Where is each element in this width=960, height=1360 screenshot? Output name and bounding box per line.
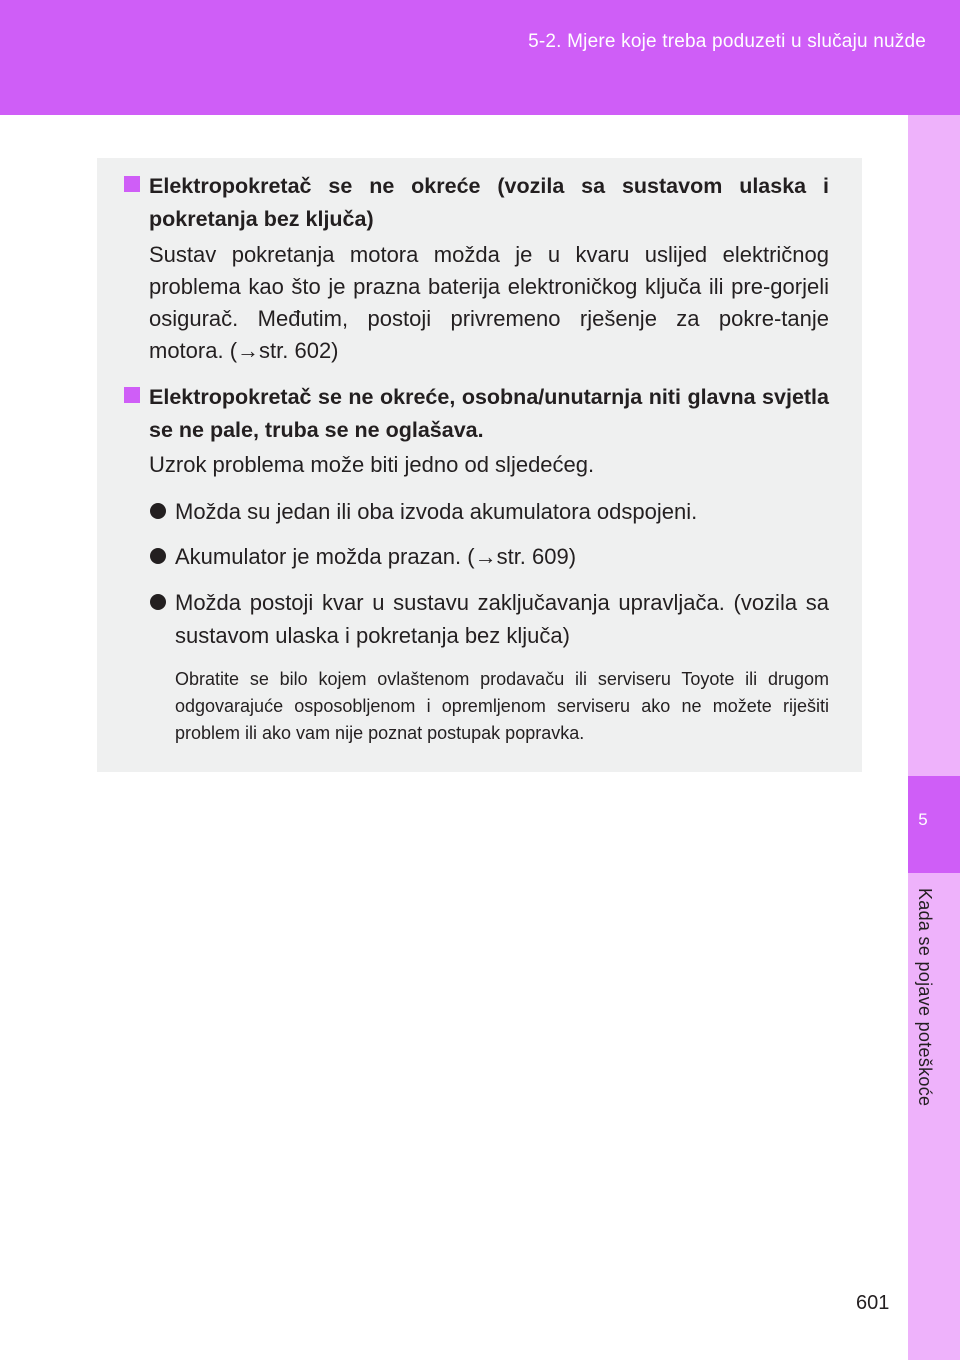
section-body: Sustav pokretanja motora možda je u kvaru uslijed električnog problema kao što je prazna baterija elektroničkog ključa ili pre-gorjeli osigurač. Međutim, postoji privremeno rješenje za pokre-tanje motora. (→str. 602) bbox=[149, 242, 829, 363]
section-body: Uzrok problema može biti jedno od sljedećeg. bbox=[149, 452, 595, 477]
note-text: Obratite se bilo kojem ovlaštenom prodavaču ili serviseru Toyote ili drugom odgovarajuće osposobljenom i opremljenom serviseru ako ne možete riješiti problem ili ako vam nije poznat postupak popravka. bbox=[175, 669, 829, 743]
list-item: Možda postoji kvar u sustavu zaključavanja upravljača. (vozila sa sustavom ulaska i pokretanja bez ključa) bbox=[175, 590, 829, 648]
bullet-dot-icon bbox=[150, 503, 166, 519]
list-item: Možda su jedan ili oba izvoda akumulatora odspojeni. bbox=[175, 499, 698, 524]
list-item: Akumulator je možda prazan. (→str. 609) bbox=[175, 544, 577, 569]
page-number: 601 bbox=[856, 1292, 890, 1314]
bullet-dot-icon bbox=[150, 548, 166, 564]
header-band bbox=[0, 0, 960, 115]
section-square-icon bbox=[124, 387, 140, 403]
chapter-side-strip bbox=[908, 115, 960, 1360]
section-heading: Elektropokretač se ne okreće, osobna/unutarnja niti glavna svjetla se ne pale, truba se ne oglašava. bbox=[149, 385, 829, 442]
section-heading: Elektropokretač se ne okreće (vozila sa sustavom ulaska i pokretanja bez ključa) bbox=[149, 174, 829, 231]
chapter-title: Kada se pojave poteškoće bbox=[915, 888, 935, 1107]
bullet-dot-icon bbox=[150, 594, 166, 610]
section-title: 5-2. Mjere koje treba poduzeti u slučaju nužde bbox=[528, 31, 926, 52]
chapter-tab-number: 5 bbox=[918, 810, 928, 829]
section-square-icon bbox=[124, 176, 140, 192]
